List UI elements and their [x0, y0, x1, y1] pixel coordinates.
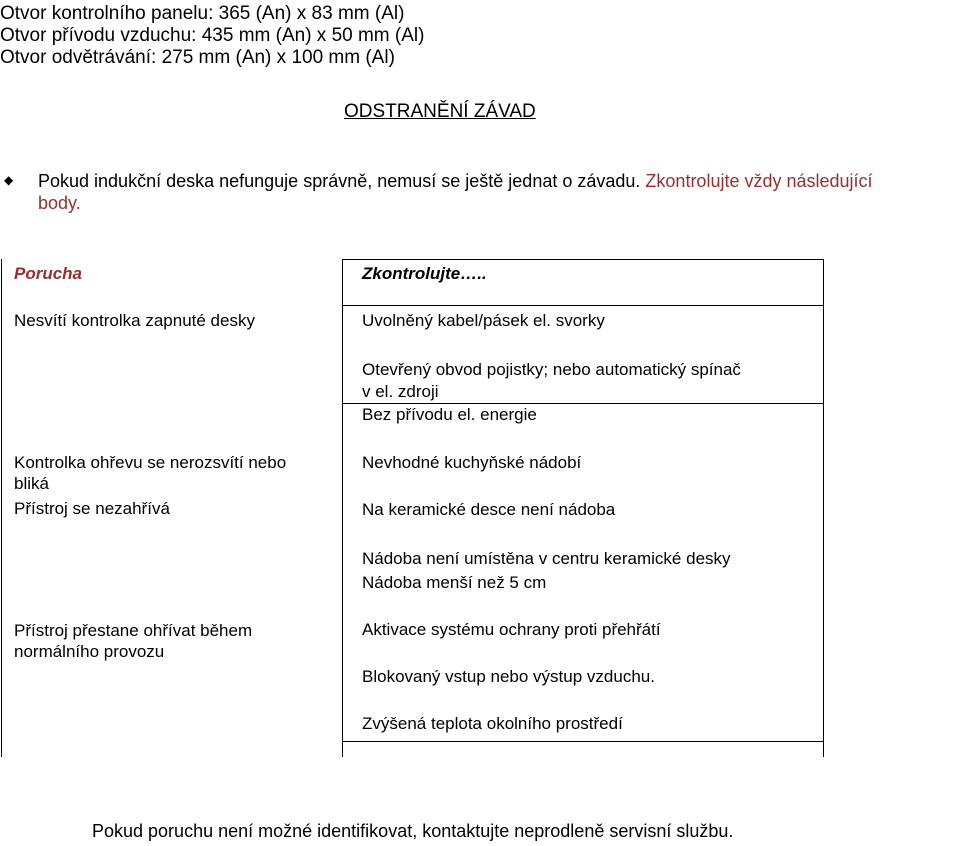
- intro-text-emphasis: Zkontrolujte vždy následující: [645, 171, 873, 191]
- spec-line-air-intake: Otvor přívodu vzduchu: 435 mm (An) x 50 mm (Al): [0, 25, 425, 46]
- check-item: Nevhodné kuchyňské nádobí: [362, 453, 582, 472]
- check-item: Uvolněný kabel/pásek el. svorky: [362, 311, 605, 330]
- fault-item: bliká: [14, 474, 49, 493]
- footer-note: Pokud poruchu není možné identifikovat, kontaktujte neprodleně servisní službu.: [92, 821, 734, 841]
- troubleshooting-heading: ODSTRANĚNÍ ZÁVAD: [344, 101, 536, 122]
- check-item: v el. zdroji: [362, 382, 439, 401]
- fault-item: normálního provozu: [14, 642, 165, 661]
- check-item: Nádoba není umístěna v centru keramické desky: [362, 549, 731, 568]
- check-item: Aktivace systému ochrany proti přehřátí: [362, 620, 661, 639]
- spec-line-control-panel: Otvor kontrolního panelu: 365 (An) x 83 mm (Al): [0, 3, 405, 24]
- check-item: Zvýšená teplota okolního prostředí: [362, 714, 623, 733]
- spec-line-ventilation: Otvor odvětrávání: 275 mm (An) x 100 mm (Al): [0, 47, 395, 68]
- check-item: Nádoba menší než 5 cm: [362, 573, 547, 592]
- check-item: Otevřený obvod pojistky; nebo automatický spínač: [362, 360, 741, 379]
- column-header-check: Zkontrolujte…..: [362, 264, 487, 283]
- table-top-border: [342, 259, 824, 260]
- check-item: Na keramické desce není nádoba: [362, 500, 616, 519]
- fault-item: Přístroj se nezahřívá: [14, 499, 170, 518]
- fault-item: Přístroj přestane ohřívat během: [14, 621, 253, 640]
- table-bottom-divider: [342, 741, 824, 742]
- table-middle-border: [342, 259, 343, 757]
- intro-text: Pokud indukční deska nefunguje správně, nemusí se ještě jednat o závadu.: [38, 171, 641, 191]
- table-header-divider: [342, 305, 824, 306]
- check-item: Blokovaný vstup nebo výstup vzduchu.: [362, 667, 655, 686]
- table-right-border: [823, 259, 824, 757]
- fault-item: Nesvítí kontrolka zapnuté desky: [14, 311, 255, 330]
- intro-text-emphasis-cont: body.: [38, 193, 81, 213]
- table-left-border: [1, 259, 2, 757]
- check-item: Bez přívodu el. energie: [362, 405, 537, 424]
- fault-item: Kontrolka ohřevu se nerozsvítí nebo: [14, 453, 287, 472]
- column-header-fault: Porucha: [14, 264, 83, 283]
- intro-paragraph: [38, 170, 873, 192]
- bullet-diamond-icon: ◆: [4, 173, 14, 187]
